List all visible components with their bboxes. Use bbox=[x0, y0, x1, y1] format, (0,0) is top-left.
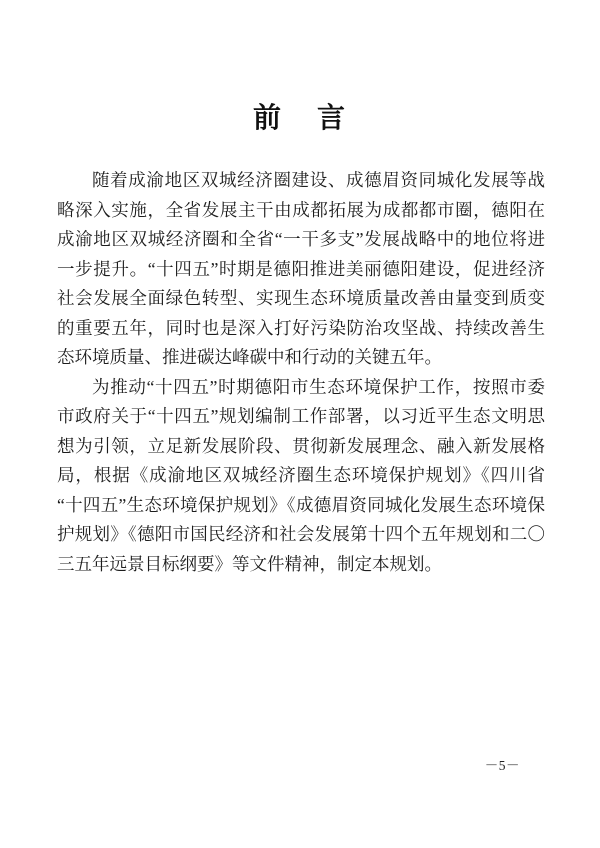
body-text bbox=[57, 166, 545, 579]
page-title: 前 言 bbox=[252, 103, 349, 134]
paragraph: 随着成渝地区双城经济圈建设、成德眉资同城化发展等战略深入实施，全省发展主干由成都拓展为成都都市圈，德阳在成渝地区双城经济圈和全省“一干多支”发展战略中的地位将进一步提升。“十四五”时期是德阳推进美丽德阳建设，促进经济社会发展全面绿色转型、实现生态环境质量改善由量变到质变的重要五年，同时也是深入打好污染防治攻坚战、持续改善生态环境质量、推进碳达峰碳中和行动的关键五年。 bbox=[57, 170, 545, 367]
text-block bbox=[57, 0, 545, 579]
paragraph: 为推动“十四五”时期德阳市生态环境保护工作，按照市委市政府关于“十四五”规划编制工作部署，以习近平生态文明思想为引领，立足新发展阶段、贯彻新发展理念、融入新发展格局，根据《成渝地区双城经济圈生态环境保护规划》《四川省“十四五”生态环境保护规划》《成德眉资同城化发展生态环境保护规划》《德阳市国民经济和社会发展第十四个五年规划和二〇三五年远景目标纲要》等文件精神，制定本规划。 bbox=[57, 376, 545, 574]
page-number: －5－ bbox=[484, 758, 520, 773]
